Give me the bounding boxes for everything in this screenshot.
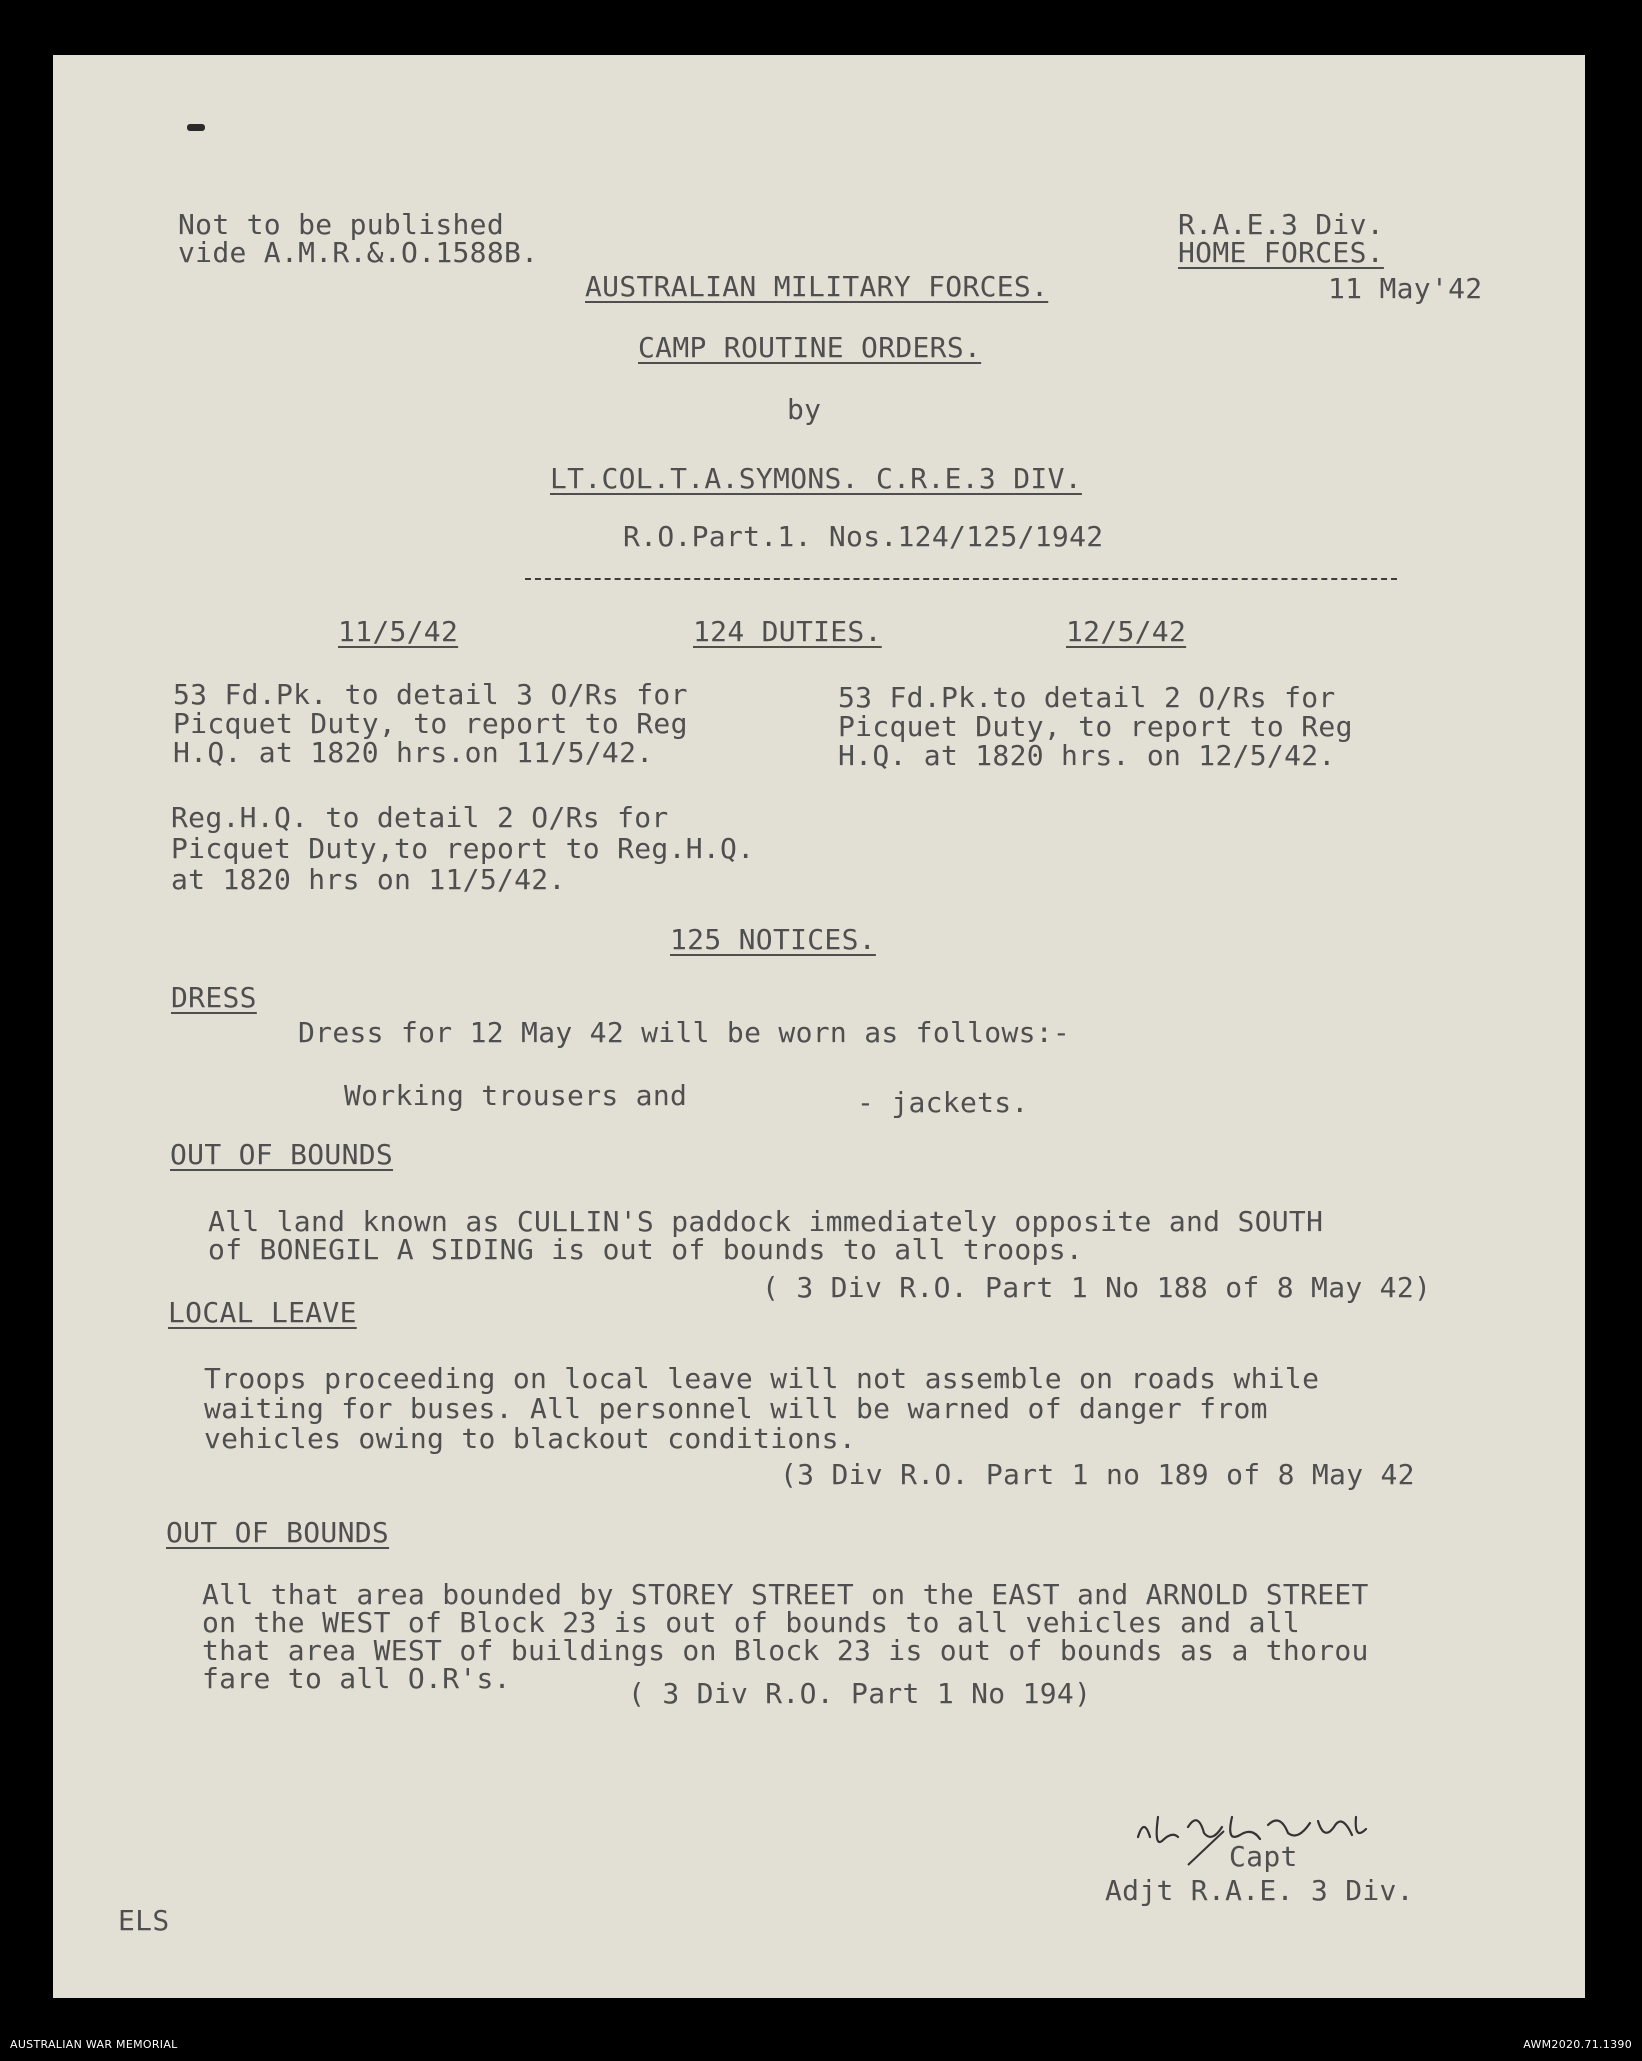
- title-by: by: [787, 393, 822, 426]
- duty-left-2-line-3: at 1820 hrs on 11/5/42.: [171, 863, 566, 896]
- local-leave-label: LOCAL LEAVE: [168, 1296, 357, 1329]
- unit-line: R.A.E.3 Div.: [1178, 208, 1384, 241]
- duty-right-1-line-1: 53 Fd.Pk.to detail 2 O/Rs for: [838, 681, 1336, 714]
- document-date: 11 May'42: [1328, 272, 1483, 305]
- out-of-bounds-1-ref: ( 3 Div R.O. Part 1 No 188 of 8 May 42): [762, 1271, 1432, 1304]
- out-of-bounds-2-line-3: that area WEST of buildings on Block 23 is out of bounds as a thorou: [202, 1634, 1369, 1667]
- local-leave-ref: (3 Div R.O. Part 1 no 189 of 8 May 42: [780, 1458, 1415, 1491]
- duty-left-1-line-1: 53 Fd.Pk. to detail 3 O/Rs for: [173, 678, 688, 711]
- footer-accession: AWM2020.71.1390: [1523, 2038, 1632, 2051]
- out-of-bounds-1-line-1: All land known as CULLIN'S paddock immediately opposite and SOUTH: [208, 1205, 1324, 1238]
- out-of-bounds-2-label: OUT OF BOUNDS: [166, 1516, 390, 1549]
- restriction-line-2: vide A.M.R.&.O.1588B.: [178, 236, 539, 269]
- ink-mark: [187, 124, 205, 131]
- title-routine-orders: CAMP ROUTINE ORDERS.: [638, 331, 982, 364]
- order-numbers: R.O.Part.1. Nos.124/125/1942: [623, 520, 1104, 553]
- duty-right-1-line-2: Picquet Duty, to report to Reg: [838, 710, 1353, 743]
- out-of-bounds-1-line-2: of BONEGIL A SIDING is out of bounds to all troops.: [208, 1233, 1084, 1266]
- dress-label: DRESS: [171, 981, 257, 1014]
- duty-left-2-line-2: Picquet Duty,to report to Reg.H.Q.: [171, 832, 755, 865]
- local-leave-line-2: waiting for buses. All personnel will be warned of danger from: [204, 1392, 1268, 1425]
- duty-right-1-line-3: H.Q. at 1820 hrs. on 12/5/42.: [838, 739, 1336, 772]
- out-of-bounds-2-line-4: fare to all O.R's.: [202, 1662, 511, 1695]
- divider-rule: [525, 578, 1397, 580]
- out-of-bounds-1-label: OUT OF BOUNDS: [170, 1138, 394, 1171]
- out-of-bounds-2-line-1: All that area bounded by STOREY STREET on the EAST and ARNOLD STREET: [202, 1578, 1369, 1611]
- duty-left-2-line-1: Reg.H.Q. to detail 2 O/Rs for: [171, 801, 669, 834]
- signature-title: Adjt R.A.E. 3 Div.: [1105, 1874, 1414, 1907]
- local-leave-line-1: Troops proceeding on local leave will not assemble on roads while: [204, 1362, 1320, 1395]
- duties-date-left: 11/5/42: [338, 615, 459, 648]
- dress-line-2b: - jackets.: [857, 1086, 1029, 1119]
- dress-line-2a: Working trousers and: [344, 1079, 688, 1112]
- notices-heading: 125 NOTICES.: [670, 923, 876, 956]
- restriction-line-1: Not to be published: [178, 208, 504, 241]
- duty-left-1-line-3: H.Q. at 1820 hrs.on 11/5/42.: [173, 736, 654, 769]
- title-military-forces: AUSTRALIAN MILITARY FORCES.: [585, 270, 1049, 303]
- signature-rank: Capt: [1229, 1840, 1298, 1873]
- home-forces-line: HOME FORCES.: [1178, 236, 1384, 269]
- typist-initials: ELS: [118, 1904, 170, 1937]
- footer-source: AUSTRALIAN WAR MEMORIAL: [10, 2038, 178, 2051]
- duties-heading: 124 DUTIES.: [693, 615, 882, 648]
- out-of-bounds-2-line-2: on the WEST of Block 23 is out of bounds to all vehicles and all: [202, 1606, 1301, 1639]
- dress-line-1: Dress for 12 May 42 will be worn as follows:-: [298, 1016, 1071, 1049]
- duty-left-1-line-2: Picquet Duty, to report to Reg: [173, 707, 688, 740]
- out-of-bounds-2-ref: ( 3 Div R.O. Part 1 No 194): [628, 1677, 1092, 1710]
- local-leave-line-3: vehicles owing to blackout conditions.: [204, 1422, 856, 1455]
- duties-date-right: 12/5/42: [1066, 615, 1187, 648]
- title-commander: LT.COL.T.A.SYMONS. C.R.E.3 DIV.: [550, 462, 1082, 495]
